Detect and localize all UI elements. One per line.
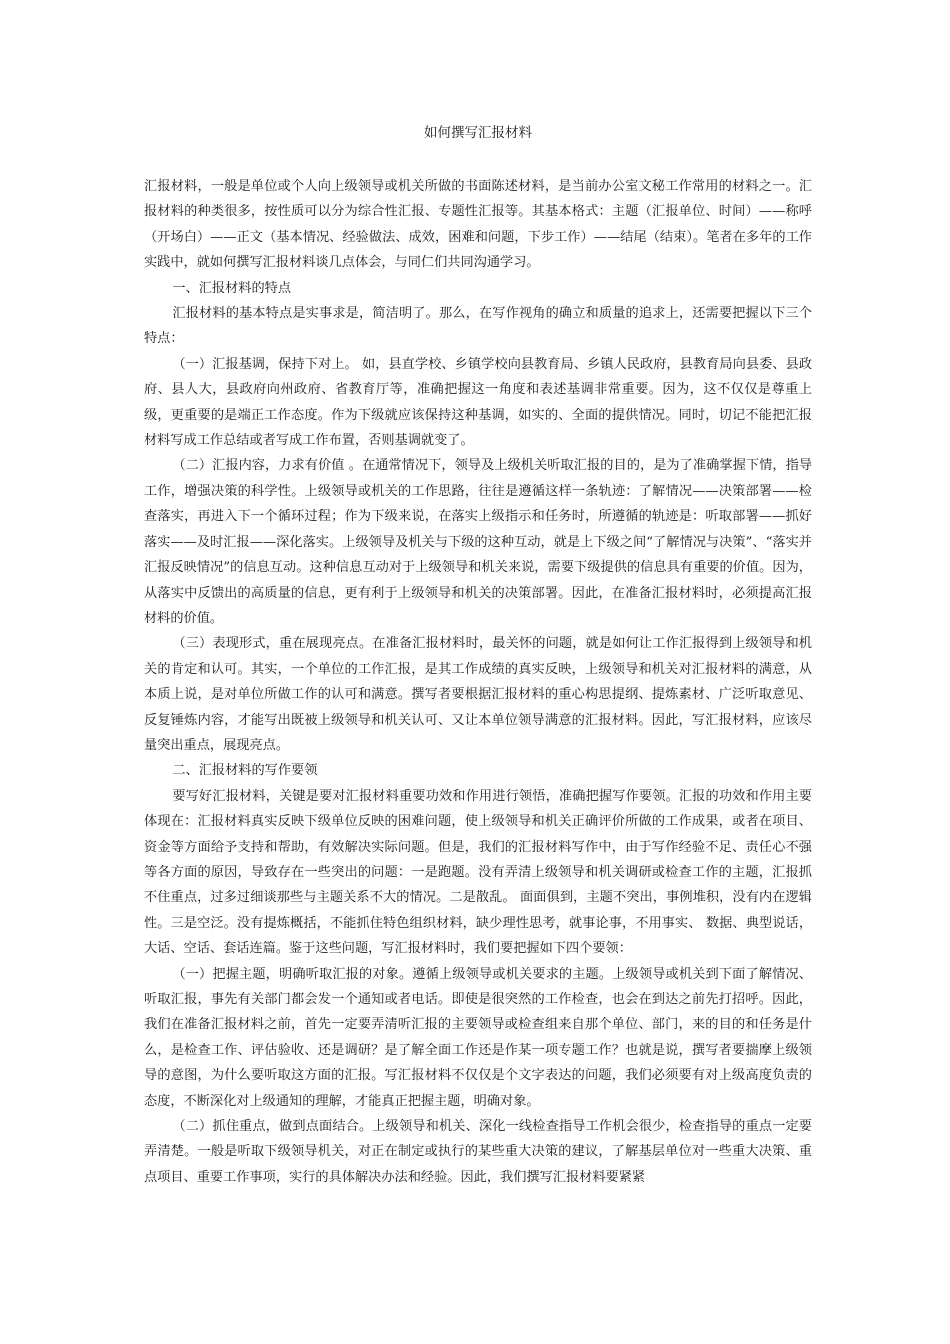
section-2-intro-paragraph: 要写好汇报材料，关键是要对汇报材料重要功效和作用进行领悟，准确把握写作要领。汇报的功效和作用主要体现在：汇报材料真实反映下级单位反映的困难问题，使上级领导和机关正确评价所做的工作成果，或者在项目、资金等方面给予支持和帮助，有效解决实际问题。但是，我们的汇报材料写作中，由于写作经验不足、责任心不强等各方面的原因，导致存在一些突出的问题：一是跑题。没有弄清上级领导和机关调研或检查工作的主题，汇报抓不住重点，过多过细谈那些与主题关系不大的情况。二是散乱。 面面俱到，主题不突出，事例堆积，没有内在逻辑性。三是空泛。没有提炼概括，不能抓住特色组织材料，缺少理性思考，就事论事，不用事实、 数据、典型说话，大话、空话、套话连篇。鉴于这些问题，写汇报材料时，我们要把握如下四个要领： (144, 788, 812, 957)
section-1-heading: 一、汇报材料的特点 (172, 280, 292, 296)
section-1-item-1-paragraph: （一）汇报基调，保持下对上。 如，县直学校、乡镇学校向县教育局、乡镇人民政府，县教育局向县委、县政府、县人大，县政府向州政府、省教育厅等，准确把握这一角度和表述基调非常重要。因为，这不仅仅是尊重上级，更重要的是端正工作态度。作为下级就应该保持这种基调，如实的、全面的提供情况。同时，切记不能把汇报材料写成工作总结或者写成工作布置，否则基调就变了。 (144, 356, 812, 449)
section-2-heading: 二、汇报材料的写作要领 (172, 763, 318, 779)
section-1-item-3-paragraph: （三）表现形式，重在展现亮点。在准备汇报材料时，最关怀的问题，就是如何让工作汇报得到上级领导和机关的肯定和认可。其实，一个单位的工作汇报，是其工作成绩的真实反映，上级领导和机关对汇报材料的满意，从本质上说，是对单位所做工作的认可和满意。撰写者要根据汇报材料的重心构思提纲、提炼素材、广泛听取意见、反复锤炼内容，才能写出既被上级领导和机关认可、又让本单位领导满意的汇报材料。因此，写汇报材料，应该尽量突出重点，展现亮点。 (144, 636, 812, 753)
section-2-item-1-paragraph: （一）把握主题，明确听取汇报的对象。遵循上级领导或机关要求的主题。上级领导或机关到下面了解情况、听取汇报，事先有关部门都会发一个通知或者电话。即使是很突然的工作检查，也会在到达之前先打招呼。因此，我们在准备汇报材料之前，首先一定要弄清听汇报的主要领导或检查组来自那个单位、部门，来的目的和任务是什么，是检查工作、评估验收、还是调研？是了解全面工作还是作某一项专题工作？也就是说，撰写者要揣摩上级领导的意图，为什么要听取这方面的汇报。写汇报材料不仅仅是个文字表达的问题，我们必须要有对上级高度负责的态度，不断深化对上级通知的理解，才能真正把握主题，明确对象。 (144, 966, 812, 1109)
document-body (144, 174, 812, 1190)
section-2-item-2-paragraph: （二）抓住重点，做到点面结合。上级领导和机关、深化一线检查指导工作机会很少，检查指导的重点一定要弄清楚。一般是听取下级领导机关，对正在制定或执行的某些重大决策的建议，了解基层单位对一些重大决策、重点项目、重要工作事项，实行的具体解决办法和经验。因此，我们撰写汇报材料要紧紧 (144, 1119, 812, 1185)
section-1-item-2-paragraph: （二）汇报内容，力求有价值 。在通常情况下，领导及上级机关听取汇报的目的，是为了准确掌握下情，指导工作，增强决策的科学性。上级领导或机关的工作思路，往往是遵循这样一条轨迹：了解情况——决策部署——检查落实，再进入下一个循环过程；作为下级来说，在落实上级指示和任务时，所遵循的轨迹是：听取部署——抓好落实——及时汇报——深化落实。上级领导及机关与下级的这种互动，就是上下级之间“了解情况与决策”、“落实并汇报反映情况”的信息互动。这种信息互动对于上级领导和机关来说，需要下级提供的信息具有重要的价值。因为，从落实中反馈出的高质量的信息，更有利于上级领导和机关的决策部署。因此，在准备汇报材料时，必须提高汇报材料的价值。 (144, 458, 812, 626)
intro-paragraph: 汇报材料，一般是单位或个人向上级领导或机关所做的书面陈述材料，是当前办公室文秘工作常用的材料之一。汇报材料的种类很多，按性质可以分为综合性汇报、专题性汇报等。其基本格式：主题（汇报单位、时间）——称呼（开场白）——正文（基本情况、经验做法、成效，困难和问题，下步工作）——结尾（结束）。笔者在多年的工作实践中，就如何撰写汇报材料谈几点体会，与同仁们共同沟通学习。 (144, 179, 812, 271)
section-1-intro-paragraph: 汇报材料的基本特点是实事求是，简洁明了。那么，在写作视角的确立和质量的追求上，还需要把握以下三个特点： (144, 306, 812, 347)
document-title: 如何撰写汇报材料 (424, 125, 532, 141)
